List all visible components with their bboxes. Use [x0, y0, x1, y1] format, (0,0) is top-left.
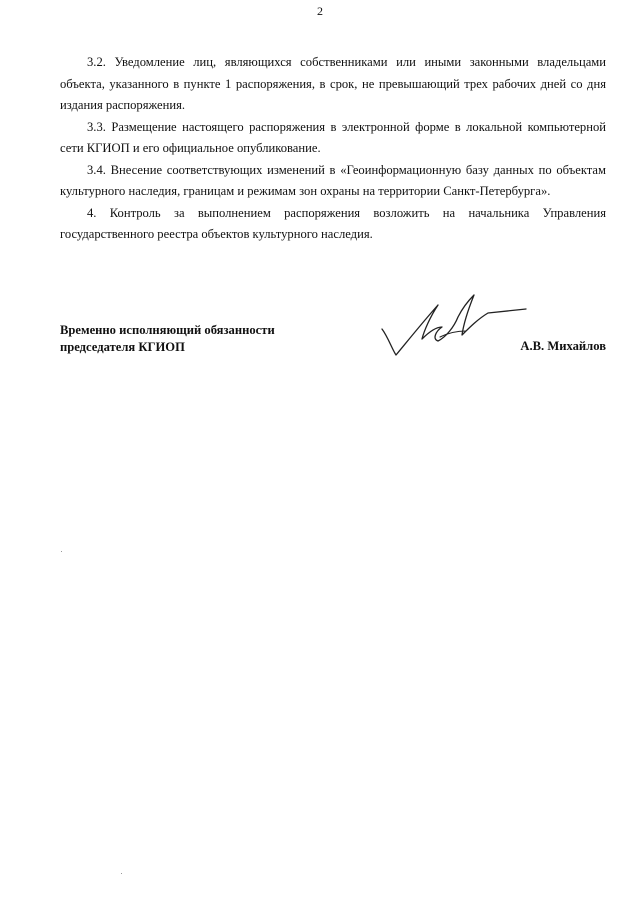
paragraph-4: 4. Контроль за выполнением распоряжения возложить на начальника Управления государственного реестра объектов культурного наследия.: [60, 205, 606, 241]
paragraph-3-2: 3.2. Уведомление лиц, являющихся собственниками или иными законными владельцами объекта, указанного в пункте 1 распоряжения, в срок, не превышающий трех рабочих дней со дня издания распоряжения.: [60, 55, 606, 112]
scan-speck: [121, 873, 122, 874]
paragraph-3-3: 3.3. Размещение настоящего распоряжения в электронной форме в локальной компьютерной сети КГИОП и его официальное опубликование.: [60, 119, 606, 155]
body-text: [60, 52, 606, 246]
signer-name: А.В. Михайлов: [520, 339, 606, 353]
scan-speck: [61, 551, 62, 552]
page-number: 2: [317, 4, 323, 18]
signatory-position: [60, 322, 275, 356]
signatory-position-line1: Временно исполняющий обязанности: [60, 323, 275, 337]
signatory-position-line2: председателя КГИОП: [60, 340, 185, 354]
paragraph-3-4: 3.4. Внесение соответствующих изменений в «Геоинформационную базу данных по объектам культурного наследия, границам и режимам зон охраны на территории Санкт-Петербурга».: [60, 162, 606, 198]
handwritten-signature-icon: [378, 287, 528, 362]
